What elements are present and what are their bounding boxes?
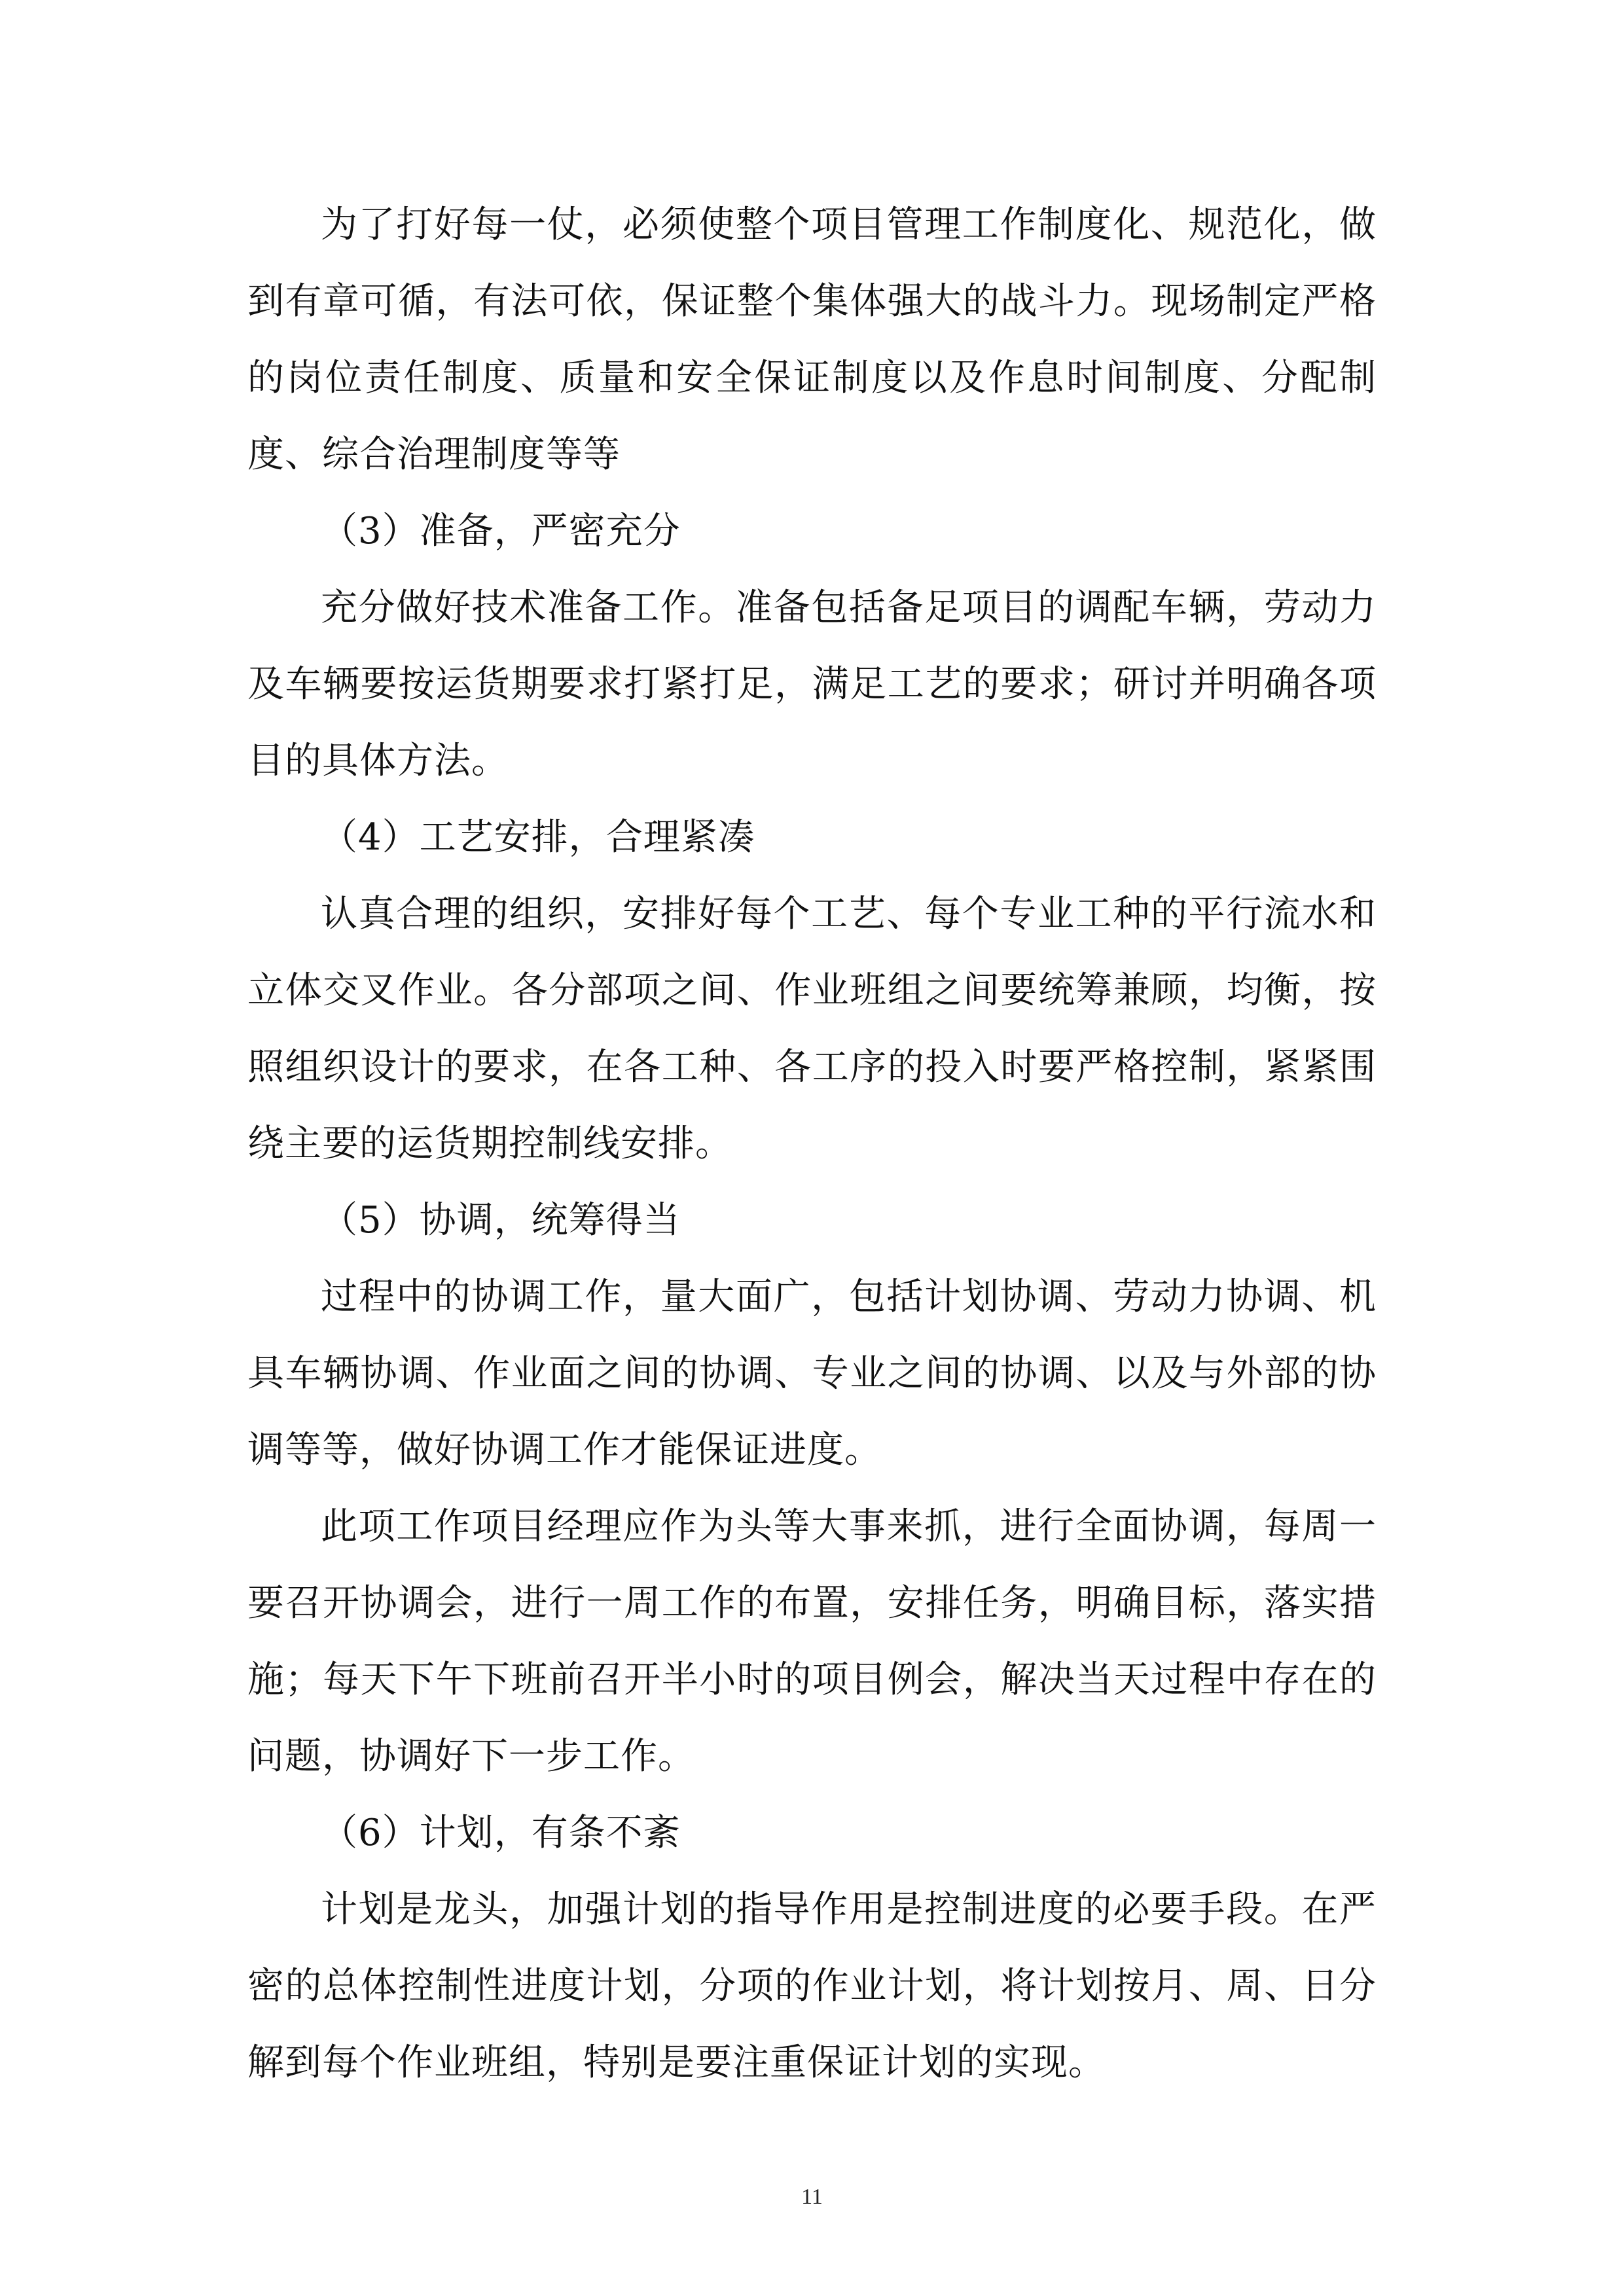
heading-coordination: （5）协调，统筹得当	[321, 1199, 681, 1242]
paragraph-coordination-work: 过程中的协调工作，量大面广，包括计划协调、劳动力协调、机具车辆协调、作业面之间的协调、专业之间的协调、以及与外部的协调等等，做好协调工作才能保证进度。	[247, 1276, 1377, 1471]
paragraph-technical-preparation: 充分做好技术准备工作。准备包括备足项目的调配车辆，劳动力及车辆要按运货期要求打紧打足，满足工艺的要求；研讨并明确各项目的具体方法。	[247, 586, 1377, 782]
heading-preparation: （3）准备，严密充分	[321, 510, 681, 552]
paragraph-planning: 计划是龙头，加强计划的指导作用是控制进度的必要手段。在严密的总体控制性进度计划，分项的作业计划，将计划按月、周、日分解到每个作业班组，特别是要注重保证计划的实现。	[247, 1888, 1377, 2084]
heading-planning: （6）计划，有条不紊	[321, 1812, 681, 1854]
heading-process-arrangement: （4）工艺安排，合理紧凑	[321, 816, 755, 859]
page-number: 11	[801, 2185, 823, 2209]
paragraph-organization: 认真合理的组织，安排好每个工艺、每个专业工种的平行流水和立体交叉作业。各分部项之间、作业班组之间要统筹兼顾，均衡，按照组织设计的要求，在各工种、各工序的投入时要严格控制，紧紧围绕主要的运货期控制线安排。	[247, 893, 1377, 1165]
paragraph-project-manager: 此项工作项目经理应作为头等大事来抓，进行全面协调，每周一要召开协调会，进行一周工作的布置，安排任务，明确目标，落实措施；每天下午下班前召开半小时的项目例会，解决当天过程中存在的问题，协调好下一步工作。	[247, 1505, 1377, 1778]
page-content	[247, 187, 1377, 2101]
paragraph-management-rules: 为了打好每一仗，必须使整个项目管理工作制度化、规范化，做到有章可循，有法可依，保证整个集体强大的战斗力。现场制定严格的岗位责任制度、质量和安全保证制度以及作息时间制度、分配制度、综合治理制度等等	[247, 204, 1377, 476]
